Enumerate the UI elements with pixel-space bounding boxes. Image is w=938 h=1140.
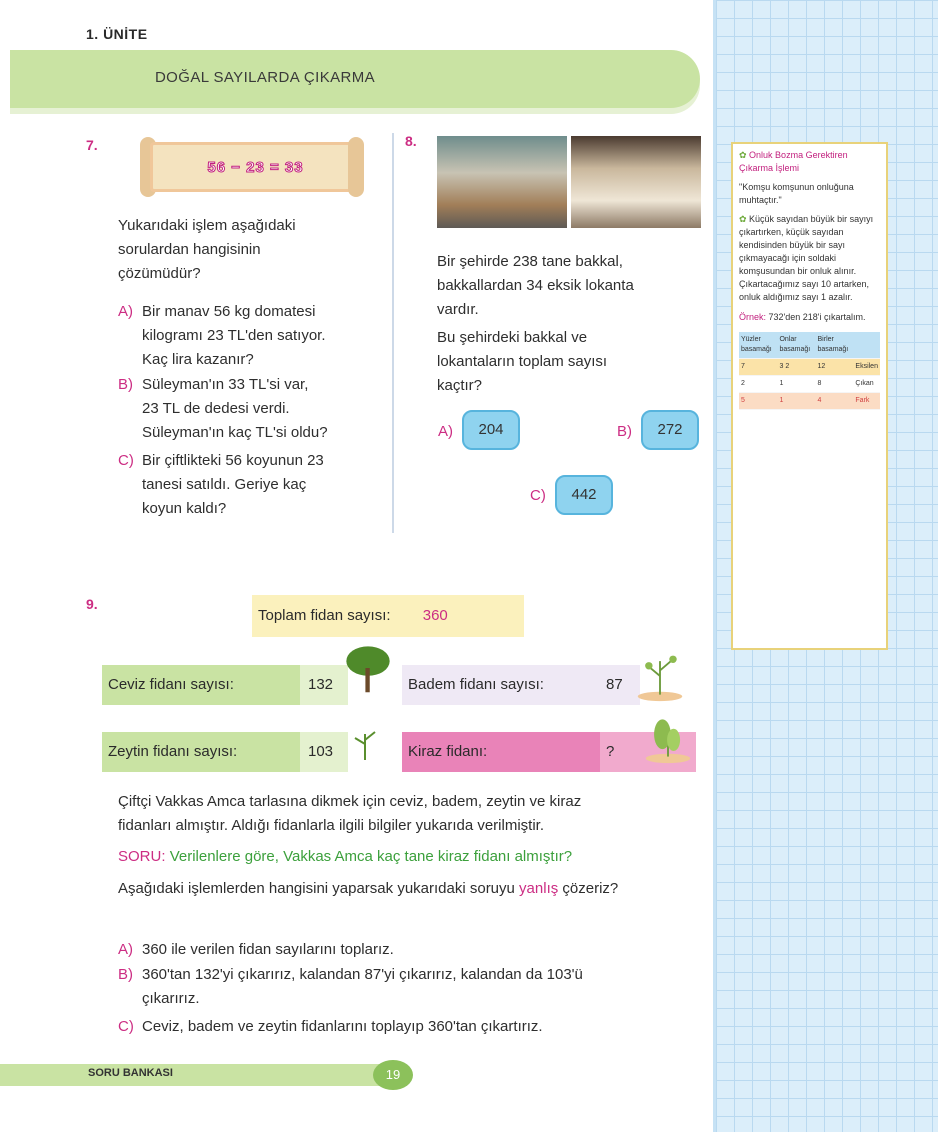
cherry-seedling-icon xyxy=(640,712,696,764)
total-label: Toplam fidan sayısı: xyxy=(258,607,391,624)
option-letter: B) xyxy=(617,423,632,440)
question-8-text xyxy=(437,250,707,322)
text-line: sorulardan hangisinin xyxy=(118,241,261,258)
text-line: vardır. xyxy=(437,301,479,318)
text-line: Kaç lira kazanır? xyxy=(142,351,254,368)
text-line: Ceviz, badem ve zeytin fidanlarını toplayıp 360'tan çıkartırız. xyxy=(142,1018,543,1035)
answer-box-b[interactable]: 272 xyxy=(641,410,699,450)
option-a[interactable] xyxy=(118,300,388,372)
question-7-number: 7. xyxy=(86,137,98,153)
table-cell: 1 xyxy=(777,375,815,392)
column-divider xyxy=(392,133,394,533)
option-b[interactable] xyxy=(118,963,708,1011)
walnut-label: Ceviz fidanı sayısı: xyxy=(102,665,300,705)
text-line: lokantaların toplam sayısı xyxy=(437,353,608,370)
text-line: kaçtır? xyxy=(437,377,483,394)
instruction-text: Aşağıdaki işlemlerden hangisini yaparsak yukarıdaki soruyu xyxy=(118,880,515,897)
soru-label: SORU: xyxy=(118,848,166,865)
table-cell: 12 xyxy=(816,358,854,375)
text-line: fidanları almıştır. Aldığı fidanlarla ilgili bilgiler yukarıda verilmiştir. xyxy=(118,817,544,834)
answer-box-c[interactable]: 442 xyxy=(555,475,613,515)
footer-label: SORU BANKASI xyxy=(88,1067,173,1079)
question-8-question xyxy=(437,326,707,398)
table-cell: Fark xyxy=(853,393,880,410)
table-cell: 3 2 xyxy=(777,358,815,375)
walnut-tree-icon xyxy=(340,642,396,694)
text-line: bakkallardan 34 eksik lokanta xyxy=(437,277,634,294)
option-letter: A) xyxy=(118,941,133,958)
option-c[interactable] xyxy=(118,1015,708,1039)
option-b[interactable] xyxy=(118,373,388,445)
note-example-text: 732'den 218'i çıkartalım. xyxy=(768,311,866,322)
table-cell: 7 xyxy=(739,358,777,375)
text-line: tanesi satıldı. Geriye kaç xyxy=(142,476,307,493)
question-9-text xyxy=(118,790,708,838)
table-cell: 8 xyxy=(816,375,854,392)
text-line: 23 TL de dedesi verdi. xyxy=(142,400,290,417)
almond-label: Badem fidanı sayısı: xyxy=(402,665,600,705)
page-title: DOĞAL SAYILARDA ÇIKARMA xyxy=(154,69,376,86)
option-letter: B) xyxy=(118,966,133,983)
table-cell: 4 xyxy=(816,393,854,410)
almond-value: 87 xyxy=(600,665,640,705)
table-header xyxy=(853,332,880,359)
place-value-table xyxy=(739,332,880,411)
bullet-icon: ✿ xyxy=(739,214,750,225)
scroll-roll-right xyxy=(348,137,364,197)
option-letter: A) xyxy=(118,303,133,320)
table-cell: Çıkan xyxy=(853,375,880,392)
table-header: Yüzler basamağı xyxy=(739,332,777,359)
question-9-soru xyxy=(118,845,708,869)
bullet-icon: ✿ xyxy=(739,150,750,160)
instruction-highlight: yanlış xyxy=(519,880,559,897)
title-banner xyxy=(10,50,700,108)
note-title: Onluk Bozma Gerektiren Çıkarma İşlemi xyxy=(739,150,848,174)
page-number: 19 xyxy=(373,1060,413,1090)
text-line: Yukarıdaki işlem aşağıdaki xyxy=(118,217,296,234)
olive-value: 103 xyxy=(300,732,348,772)
table-cell: 1 xyxy=(777,393,815,410)
grocery-store-photo xyxy=(437,136,567,228)
question-8-number: 8. xyxy=(405,133,417,149)
table-cell: 5 xyxy=(739,393,777,410)
question-7-text xyxy=(118,214,388,286)
olive-label: Zeytin fidanı sayısı: xyxy=(102,732,300,772)
text-line: 360 ile verilen fidan sayılarını toplarız. xyxy=(142,941,394,958)
option-letter: C) xyxy=(118,1018,134,1035)
table-cell: Eksilen xyxy=(853,358,880,375)
equation: 56 − 23 = 33 xyxy=(207,159,304,176)
option-c[interactable] xyxy=(118,449,388,521)
almond-seedling-icon xyxy=(632,650,688,702)
text-line: çıkarırız. xyxy=(142,990,200,1007)
text-line: 360'tan 132'yi çıkarırız, kalandan 87'yi çıkarırız, kalandan da 103'ü xyxy=(142,966,583,983)
olive-sprout-icon xyxy=(345,724,385,764)
text-line: çözümüdür? xyxy=(118,265,201,282)
text-line: koyun kaldı? xyxy=(142,500,227,517)
text-line: Süleyman'ın 33 TL'si var, xyxy=(142,376,309,393)
table-cell: 2 xyxy=(739,375,777,392)
text-line: Çiftçi Vakkas Amca tarlasına dikmek için ceviz, badem, zeytin ve kiraz xyxy=(118,793,582,810)
text-line: Süleyman'ın kaç TL'si oldu? xyxy=(142,424,328,441)
answer-box-a[interactable]: 204 xyxy=(462,410,520,450)
total-box xyxy=(252,595,524,637)
text-line: Bir şehirde 238 tane bakkal, xyxy=(437,253,623,270)
restaurant-photo xyxy=(571,136,701,228)
text-line: kilogramı 23 TL'den satıyor. xyxy=(142,327,326,344)
option-letter: C) xyxy=(118,452,134,469)
info-note xyxy=(731,142,888,650)
table-header: Onlar basamağı xyxy=(777,332,815,359)
cherry-label: Kiraz fidanı: xyxy=(402,732,600,772)
footer-bar xyxy=(0,1064,400,1086)
text-line: Bir manav 56 kg domatesi xyxy=(142,303,316,320)
note-quote: "Komşu komşunun onluğuna muhtaçtır." xyxy=(739,182,854,206)
option-letter: A) xyxy=(438,423,453,440)
walnut-value: 132 xyxy=(300,665,348,705)
instruction-text: çözeriz? xyxy=(562,880,619,897)
option-letter: B) xyxy=(118,376,133,393)
cherry-value: ? xyxy=(600,732,696,772)
table-header: Birler basamağı xyxy=(816,332,854,359)
note-example-label: Örnek: xyxy=(739,311,767,322)
option-a[interactable] xyxy=(118,938,708,962)
soru-text: Verilenlere göre, Vakkas Amca kaç tane kiraz fidanı almıştır? xyxy=(169,848,573,865)
note-body: Küçük sayıdan büyük bir sayıyı çıkartırken, küçük sayıdan kendisinden büyük bir sayı çıkmayacağı için soldaki komşusundan bir onluk alınır. Çıkartacağımız sayı 10 artarken, onluk aldığımız sayı 1 azalır. xyxy=(739,214,874,303)
text-line: Bir çiftlikteki 56 koyunun 23 xyxy=(142,452,324,469)
equation-scroll xyxy=(150,142,355,192)
text-line: Bu şehirdeki bakkal ve xyxy=(437,329,588,346)
total-value: 360 xyxy=(422,607,448,624)
option-letter: C) xyxy=(530,487,546,504)
unit-label: 1. ÜNİTE xyxy=(86,26,148,42)
question-9-instruction xyxy=(118,877,678,901)
question-9-number: 9. xyxy=(86,596,98,612)
